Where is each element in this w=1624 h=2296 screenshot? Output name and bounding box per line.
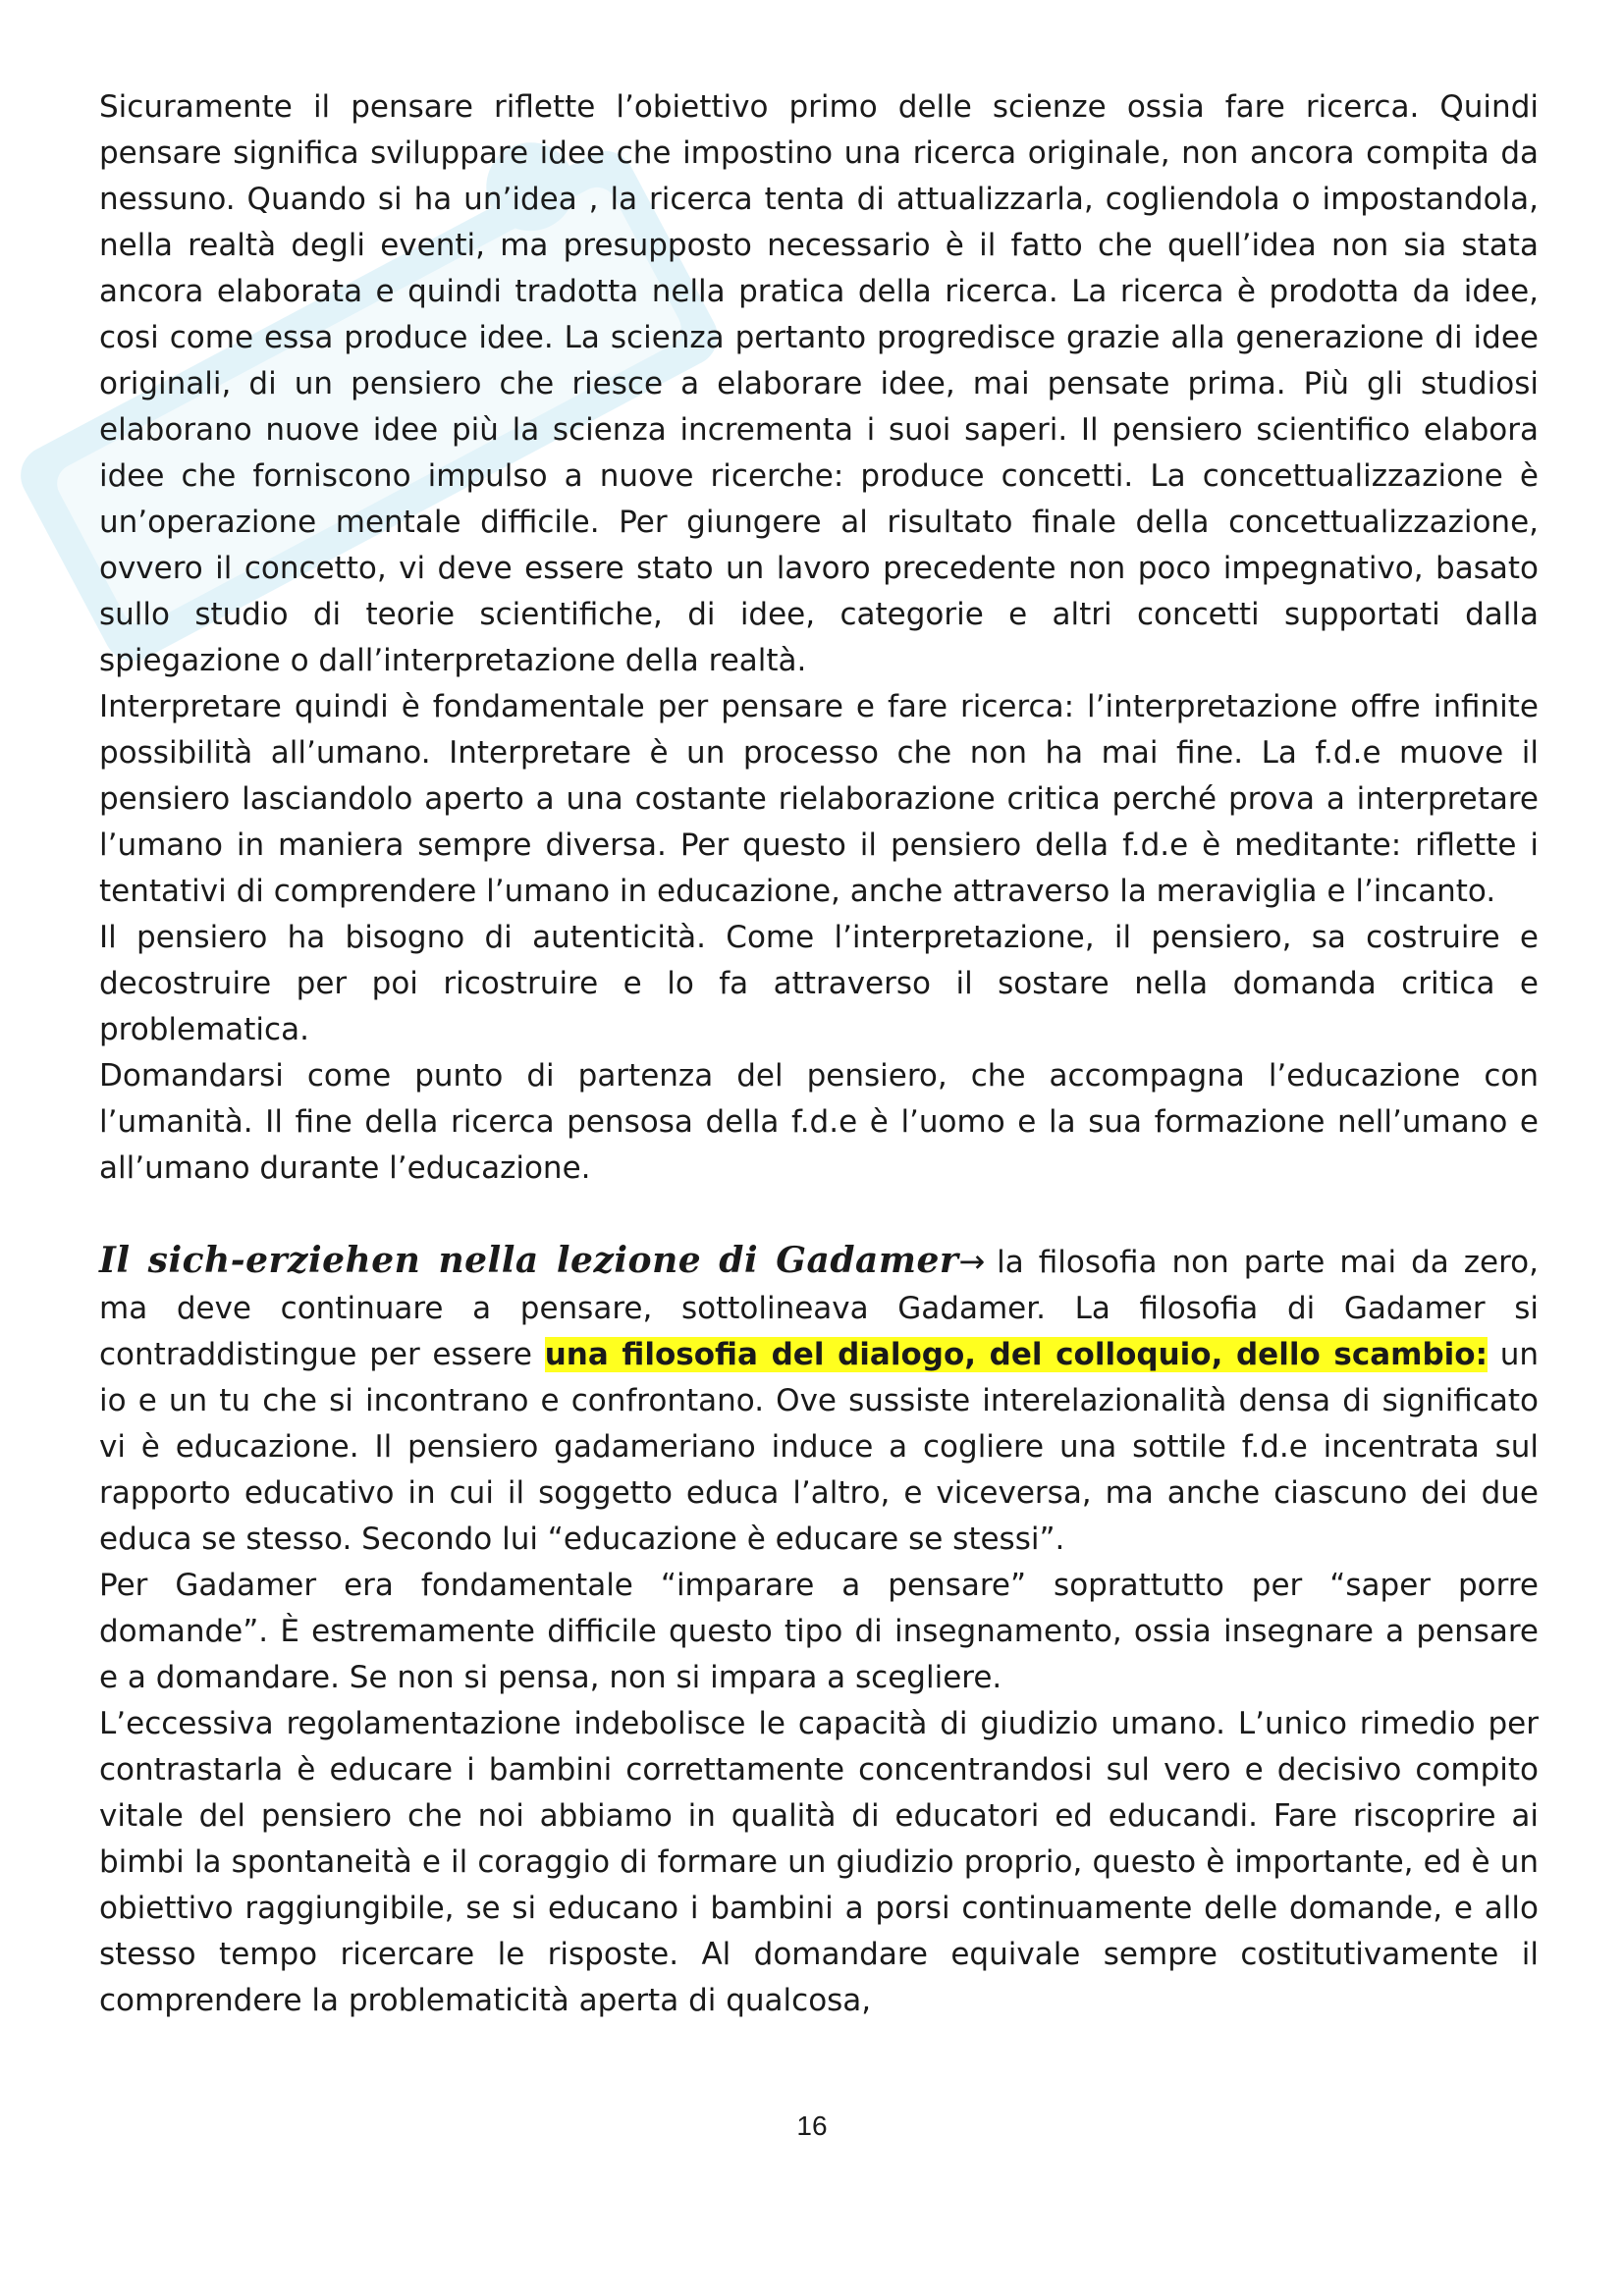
paragraph-authenticity: Il pensiero ha bisogno di autenticità. Come l’interpretazione, il pensiero, sa costruire e decostruire per poi ricostruire e lo fa attraverso il sostare nella domanda critica e problematica. [99, 920, 1539, 1047]
paragraph-regulation: L’eccessiva regolamentazione indebolisce le capacità di giudizio umano. L’unico rimedio per contrastarla è educare i bambini correttamente concentrandosi sul vero e decisivo compito vitale del pensiero che noi abbiamo in qualità di educatori ed educandi. Fare riscoprire ai bimbi la spontaneità e il coraggio di formare un giudizio proprio, questo è importante, ed è un obiettivo raggiungibile, se si educano i bambini a porsi continuamente delle domande, e allo stesso tempo ricercare le risposte. Al domandare equivale sempre costitutivamente il comprendere la problematicità aperta di qualcosa, [99, 1706, 1539, 2018]
section-after-highlight-text: un io e un tu che si incontrano e confrontano. Ove sussiste interelazionalità densa di significato vi è educazione. Il pensiero gadameriano induce a cogliere una sottile f.d.e incentrata sul rapporto educativo in cui il soggetto educa l’altro, e viceversa, ma anche ciascuno dei due educa se stesso. Secondo lui “educazione è educare se stessi”. [99, 1337, 1539, 1557]
section-intro-text: la filosofia non parte mai da zero, ma deve continuare a pensare, sottolineava Gadamer. La filosofia di Gadamer si contraddistingue per essere [99, 1245, 1539, 1372]
section-heading: Il sich-erziehen nella lezione di Gadamer [99, 1240, 959, 1281]
paragraph-interpretation: Interpretare quindi è fondamentale per pensare e fare ricerca: l’interpretazione offre infinite possibilità all’umano. Interpretare è un processo che non ha mai fine. La f.d.e muove il pensiero lasciandolo aperto a una costante rielaborazione critica perché prova a interpretare l’umano in maniera sempre diversa. Per questo il pensiero della f.d.e è meditante: riflette i tentativi di comprendere l’umano in educazione, anche attraverso la meraviglia e l’incanto. [99, 689, 1539, 909]
paragraph-questioning: Domandarsi come punto di partenza del pensiero, che accompagna l’educazione con l’umanità. Il fine della ricerca pensosa della f.d.e è l’uomo e la sua formazione nell’umano e all’umano durante l’educazione. [99, 1058, 1539, 1186]
document-body [99, 84, 1539, 2024]
highlighted-phrase: una filosofia del dialogo, del colloquio, dello scambio [544, 1337, 1476, 1372]
highlighted-colon: : [1475, 1337, 1488, 1372]
paragraph-research: Sicuramente il pensare riflette l’obiettivo primo delle scienze ossia fare ricerca. Quindi pensare significa sviluppare idee che impostino una ricerca originale, non ancora compita da nessuno. Quando si ha un’idea , la ricerca tenta di attualizzarla, cogliendola o impostandola, nella realtà degli eventi, ma presupposto necessario è il fatto che quell’idea non sia stata ancora elaborata e quindi tradotta nella pratica della ricerca. La ricerca è prodotta da idee, cosi come essa produce idee. La scienza pertanto progredisce grazie alla generazione di idee originali, di un pensiero che riesce a elaborare idee, mai pensate prima. Più gli studiosi elaborano nuove idee più la scienza incrementa i suoi saperi. Il pensiero scientifico elabora idee che forniscono impulso a nuove ricerche: produce concetti. La concettualizzazione è un’operazione mentale difficile. Per giungere al risultato finale della concettualizzazione, ovvero il concetto, vi deve essere stato un lavoro precedente non poco impegnativo, basato sullo studio di teorie scientifiche, di idee, categorie e altri concetti supportati dalla spiegazione o dall’interpretazione della realtà. [99, 89, 1539, 678]
section-gadamer [99, 1238, 1539, 1563]
arrow-right-icon: → [958, 1243, 986, 1280]
paragraph-learning-to-think: Per Gadamer era fondamentale “imparare a pensare” soprattutto per “saper porre domande”. È estremamente difficile questo tipo di insegnamento, ossia insegnare a pensare e a domandare. Se non si pensa, non si impara a scegliere. [99, 1568, 1539, 1695]
page-number: 16 [796, 2110, 828, 2141]
